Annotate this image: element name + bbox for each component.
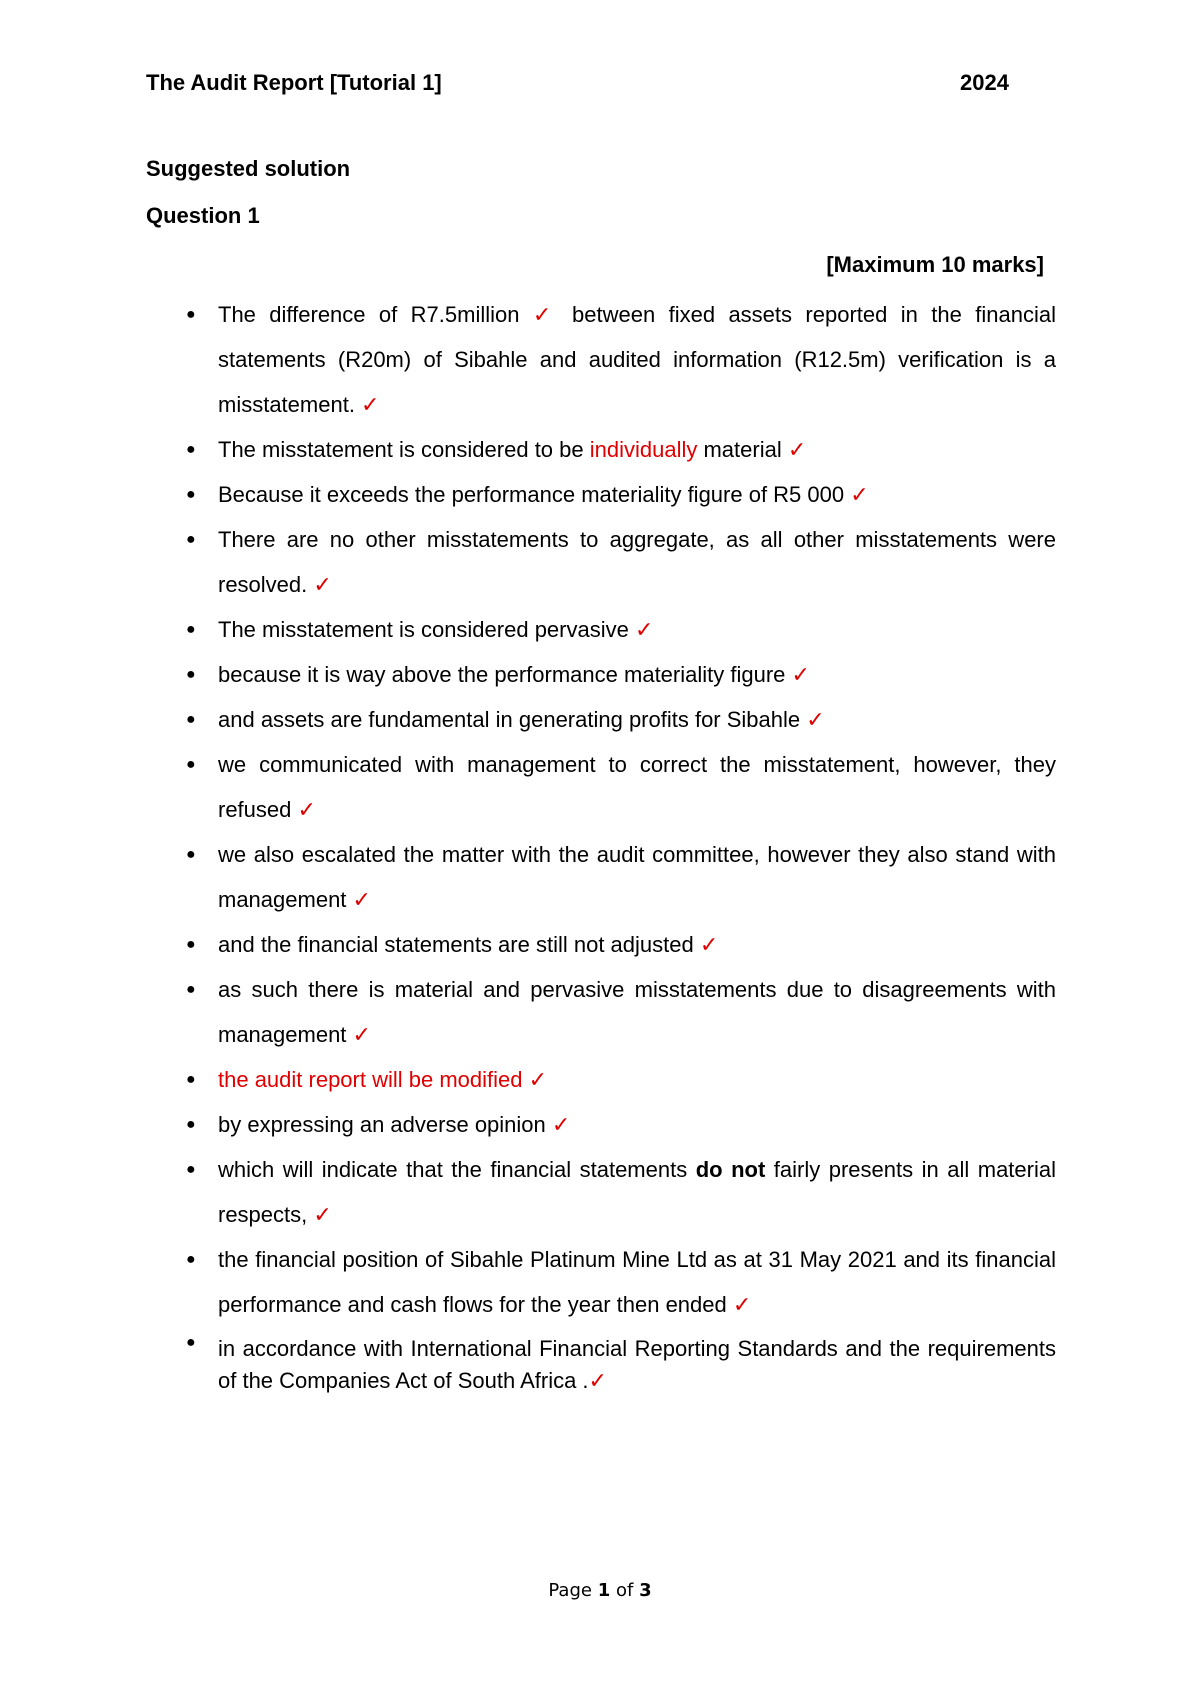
- checkmark-icon: ✓: [528, 1067, 548, 1092]
- bullet-icon: ●: [186, 1334, 196, 1351]
- bullet-icon: ●: [186, 756, 196, 773]
- page-total: 3: [639, 1580, 652, 1601]
- bullet-icon: ●: [186, 1116, 196, 1133]
- bullet-icon: ●: [186, 621, 196, 638]
- bullet-icon: ●: [186, 1161, 196, 1178]
- item-text: and the financial statements are still not adjusted: [218, 932, 700, 957]
- bullet-icon: ●: [186, 846, 196, 863]
- item-text: which will indicate that the financial statements: [218, 1157, 696, 1182]
- page-footer: [0, 1580, 1200, 1601]
- item-text: we also escalated the matter with the audit committee, however they also stand with management: [218, 842, 1056, 912]
- item-text: and assets are fundamental in generating profits for Sibahle: [218, 707, 807, 732]
- highlighted-text: the audit report will be modified: [218, 1067, 529, 1092]
- list-item: [186, 1102, 1056, 1147]
- bullet-icon: ●: [186, 666, 196, 683]
- suggested-solution-heading: Suggested solution: [146, 156, 351, 181]
- page-header: [146, 70, 1009, 96]
- item-text: the financial position of Sibahle Platinum Mine Ltd as at 31 May 2021 and its financial performance and cash flows for the year then ended: [218, 1247, 1056, 1317]
- list-item: [186, 607, 1056, 652]
- bullet-icon: ●: [186, 936, 196, 953]
- checkmark-icon: ✓: [313, 1202, 332, 1227]
- checkmark-icon: ✓: [732, 1292, 752, 1317]
- list-item: [186, 1237, 1056, 1327]
- bullet-icon: ●: [186, 1251, 196, 1268]
- checkmark-icon: ✓: [588, 1368, 607, 1393]
- checkmark-icon: ✓: [551, 1112, 571, 1137]
- document-year: 2024: [960, 70, 1009, 95]
- item-text: The misstatement is considered to be: [218, 437, 590, 462]
- checkmark-icon: ✓: [850, 482, 869, 507]
- item-text: in accordance with International Financial Reporting Standards and the requirements of the Companies Act of South Africa .: [218, 1336, 1056, 1393]
- item-text: as such there is material and pervasive misstatements due to disagreements with management: [218, 977, 1056, 1047]
- item-text: The misstatement is considered pervasive: [218, 617, 635, 642]
- checkmark-icon: ✓: [297, 797, 316, 822]
- checkmark-icon: ✓: [634, 617, 654, 642]
- checkmark-icon: ✓: [352, 1022, 371, 1047]
- list-item: [186, 967, 1056, 1057]
- list-item: [186, 292, 1056, 427]
- bullet-icon: ●: [186, 441, 196, 458]
- checkmark-icon: ✓: [699, 932, 719, 957]
- item-text-continued: between fixed assets reported in the financial statements (R20m) of Sibahle and audited information (R12.5m) verification is a misstatement.: [218, 302, 1056, 417]
- list-item: [186, 1147, 1056, 1237]
- bullet-icon: ●: [186, 306, 196, 323]
- item-text-continued: material: [697, 437, 788, 462]
- document-title: The Audit Report [Tutorial 1]: [146, 70, 442, 95]
- of-label: of: [615, 1580, 634, 1601]
- item-text: There are no other misstatements to aggregate, as all other misstatements were resolved.: [218, 527, 1056, 597]
- page-number: 1: [597, 1580, 611, 1601]
- item-text-continued: fairly presents in all material respects,: [218, 1157, 1056, 1227]
- checkmark-icon: ✓: [361, 392, 380, 417]
- item-text: The difference of R7.5million: [218, 302, 533, 327]
- list-item: [186, 427, 1056, 472]
- list-item: [186, 652, 1056, 697]
- checkmark-icon: ✓: [532, 302, 559, 327]
- list-item: [186, 742, 1056, 832]
- item-text: because it is way above the performance materiality figure: [218, 662, 792, 687]
- checkmark-icon: ✓: [787, 437, 807, 462]
- checkmark-icon: ✓: [791, 662, 810, 687]
- list-item: [186, 472, 1056, 517]
- page-label: Page: [548, 1580, 592, 1601]
- bullet-icon: ●: [186, 531, 196, 548]
- answer-list: [186, 292, 1056, 1397]
- list-item: [186, 1327, 1056, 1397]
- item-text: Because it exceeds the performance materiality figure of R5 000: [218, 482, 851, 507]
- question-heading: Question 1: [146, 203, 260, 228]
- bullet-icon: ●: [186, 1071, 196, 1088]
- highlighted-text: individually: [589, 437, 698, 462]
- bullet-icon: ●: [186, 486, 196, 503]
- checkmark-icon: ✓: [806, 707, 825, 732]
- item-text: we communicated with management to correct the misstatement, however, they refused: [218, 752, 1056, 822]
- checkmark-icon: ✓: [313, 572, 332, 597]
- checkmark-icon: ✓: [352, 887, 371, 912]
- max-marks-label: [Maximum 10 marks]: [826, 252, 1044, 277]
- list-item: [186, 922, 1056, 967]
- bullet-icon: ●: [186, 981, 196, 998]
- list-item: [186, 1057, 1056, 1102]
- bold-text: do not: [695, 1157, 766, 1182]
- item-text: by expressing an adverse opinion: [218, 1112, 552, 1137]
- list-item: [186, 832, 1056, 922]
- list-item: [186, 697, 1056, 742]
- bullet-icon: ●: [186, 711, 196, 728]
- list-item: [186, 517, 1056, 607]
